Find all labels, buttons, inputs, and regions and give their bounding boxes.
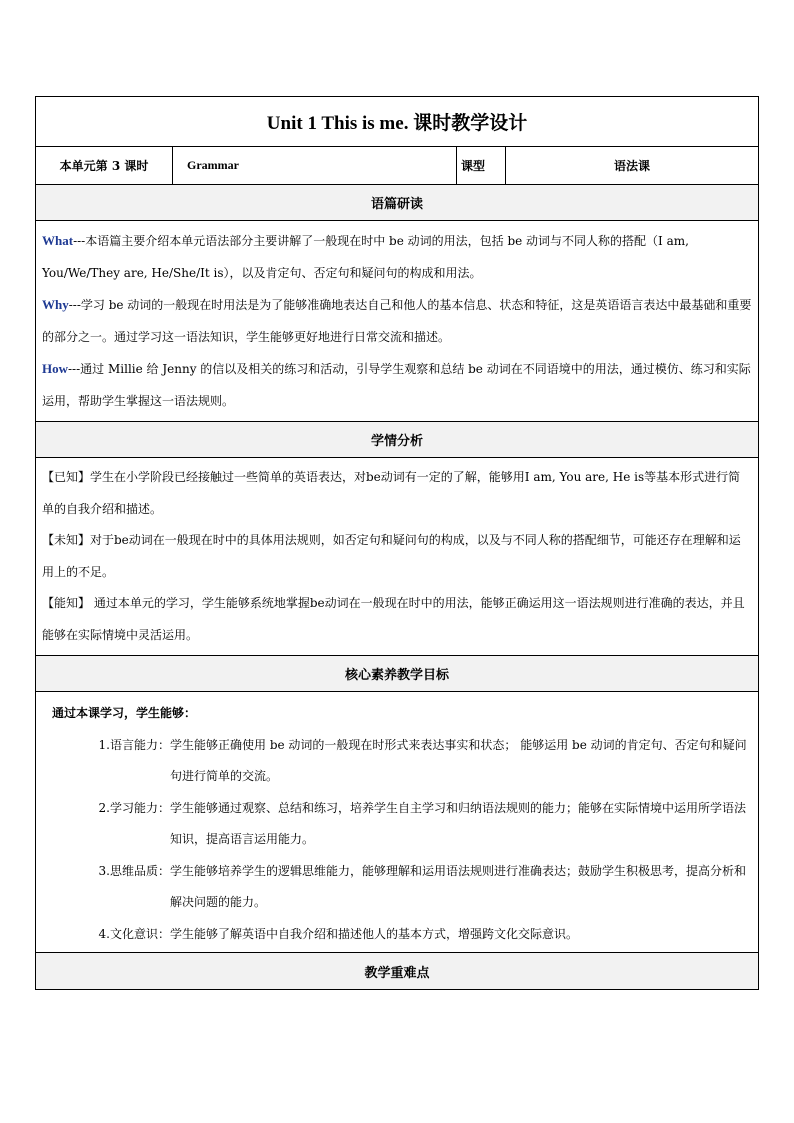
meta-row [36, 147, 758, 185]
analysis-paragraph: 【能知】 通过本单元的学习，学生能够系统地掌握be动词在一般现在时中的用法，能够正确运用这一语法规则进行准确的表达，并且能够在实际情境中灵活运用。 [42, 596, 745, 642]
goal-text: 学生能够培养学生的逻辑思维能力，能够理解和运用语法规则进行准确表达；鼓励学生积极思考，提高分析和解决问题的能力。 [170, 863, 747, 909]
lesson-label: 本单元第 3 课时 [36, 147, 173, 184]
paragraph-text: ---通过 Millie 给 Jenny 的信以及相关的练习和活动，引导学生观察和总结 be 动词在不同语境中的用法，通过模仿、练习和实际运用，帮助学生掌握这一语法规则。 [42, 362, 751, 408]
goal-label: 1.语言能力： [98, 737, 170, 752]
goal-item [52, 793, 752, 856]
section-heading-difficulty: 教学重难点 [36, 953, 758, 989]
document-title: Unit 1 This is me. 课时教学设计 [36, 97, 758, 147]
reading-body [36, 221, 758, 422]
reading-paragraph [42, 225, 752, 289]
section-heading-analysis: 学情分析 [36, 422, 758, 458]
lesson-plan-table [35, 96, 759, 990]
lesson-topic: Grammar [173, 147, 457, 184]
type-value: 语法课 [613, 159, 650, 173]
paragraph-text: ---学习 be 动词的一般现在时用法是为了能够准确地表达自己和他人的基本信息、状态和特征，这是英语语言表达中最基础和重要的部分之一。通过学习这一语法知识，学生能够更好地进行日常交流和描述。 [42, 298, 752, 344]
goal-label: 3.思维品质： [98, 863, 170, 878]
goals-intro: 通过本课学习，学生能够： [52, 706, 197, 720]
goal-text: 学生能够通过观察、总结和练习，培养学生自主学习和归纳语法规则的能力；能够在实际情境中运用所学语法知识，提高语言运用能力。 [170, 800, 747, 846]
goal-text: 学生能够正确使用 be 动词的一般现在时形式来表达事实和状态； 能够运用 be 动词的肯定句、否定句和疑问句进行简单的交流。 [170, 737, 747, 783]
goal-text: 学生能够了解英语中自我介绍和描述他人的基本方式，增强跨文化交际意识。 [170, 926, 579, 941]
goals-body [36, 692, 758, 953]
reading-paragraph [42, 353, 752, 417]
section-heading-goals: 核心素养教学目标 [36, 656, 758, 692]
goal-item [52, 919, 752, 951]
goal-item [52, 856, 752, 919]
type-label: 课型 [457, 147, 506, 184]
paragraph-lead: How [42, 361, 68, 376]
goal-label: 4.文化意识： [98, 926, 170, 941]
section-heading-reading: 语篇研读 [36, 185, 758, 221]
goal-item [52, 730, 752, 793]
analysis-paragraph: 【未知】对于be动词在一般现在时中的具体用法规则，如否定句和疑问句的构成，以及与不同人称的搭配细节，可能还存在理解和运用上的不足。 [42, 533, 741, 579]
paragraph-lead: Why [42, 297, 69, 312]
analysis-paragraph: 【已知】学生在小学阶段已经接触过一些简单的英语表达，对be动词有一定的了解，能够用I am, You are, He is等基本形式进行简单的自我介绍和描述。 [42, 470, 741, 516]
paragraph-lead: What [42, 233, 74, 248]
paragraph-text: ---本语篇主要介绍本单元语法部分主要讲解了一般现在时中 be 动词的用法，包括 be 动词与不同人称的搭配（I am, You/We/They are, He/She/It is），以及肯定句、否定句和疑问句的构成和用法。 [42, 234, 689, 280]
reading-paragraph [42, 289, 752, 353]
analysis-body [36, 458, 758, 656]
goal-label: 2.学习能力： [98, 800, 170, 815]
